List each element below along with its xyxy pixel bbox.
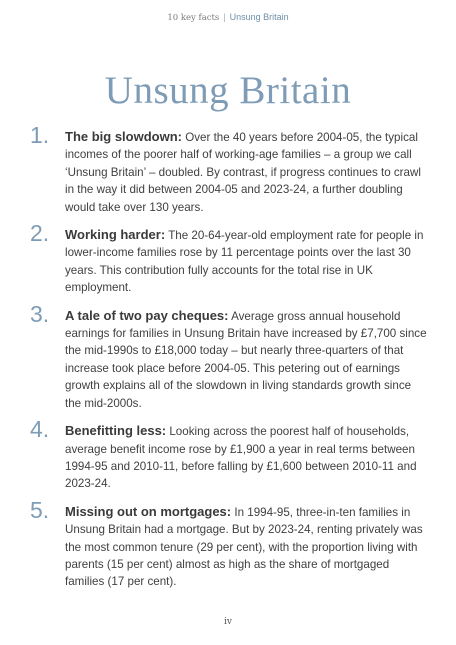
fact-text [65, 226, 430, 297]
fact-text [65, 128, 430, 216]
header-separator: | [223, 13, 226, 23]
fact-lead: Missing out on mortgages: [65, 503, 232, 519]
fact-lead: The big slowdown: [65, 129, 182, 144]
fact-text [65, 503, 430, 591]
fact-number: 4. [30, 416, 50, 443]
fact-number: 2. [30, 220, 50, 247]
fact-lead: Working harder: [65, 227, 166, 243]
fact-body: Over the 40 years before 2004-05, the typical incomes of the poorer half of working-age families – a group we call ‘Unsung Britain’ – doubled. By contrast, if progress continues to crawl in the way it did between 2004-05 and 2023-24, a further doubling would take over 130 years. [65, 131, 421, 214]
fact-lead: Benefitting less: [65, 423, 167, 439]
facts-list [30, 122, 430, 601]
fact-body: The 20-64-year-old employment rate for people in lower-income families rose by 11 percentage points over the last 30 years. This contribution fully accounts for the total rise in UK employment. [65, 229, 424, 295]
fact-body: Average gross annual household earnings for families in Unsung Britain have increased by £7,700 since the mid-1990s to £18,000 today – but nearly three-quarters of that increase took place before 2004-05. This petering out of earnings growth explains all of the slowdown in living standards growth since the mid-2000s. [65, 309, 427, 410]
running-header [0, 12, 456, 23]
fact-text [65, 422, 430, 493]
header-section: Unsung Britain [229, 12, 289, 22]
fact-item [30, 496, 430, 591]
page-number: iv [224, 617, 232, 627]
fact-number: 5. [30, 496, 50, 523]
fact-item [30, 416, 430, 493]
page-title: Unsung Britain [104, 69, 352, 112]
fact-text [65, 307, 430, 412]
fact-lead: A tale of two pay cheques: [65, 307, 229, 323]
fact-number: 1. [30, 122, 50, 148]
fact-item [30, 220, 430, 297]
header-doc-label: 10 key facts [167, 13, 220, 23]
fact-number: 3. [30, 300, 50, 327]
fact-body: In 1994-95, three-in-ten families in Unsung Britain had a mortgage. But by 2023-24, renting privately was the most common tenure (29 per cent), with the proportion living with parents (15 per cent) almost as high as the share of mortgaged families (17 per cent). [65, 505, 423, 589]
fact-item [30, 122, 430, 216]
fact-body: Looking across the poorest half of households, average benefit income rose by £1,900 a year in real terms between 1994-95 and 2010-11, before falling by £1,600 between 2010-11 and 2023-24. [65, 425, 417, 491]
fact-item [30, 300, 430, 412]
